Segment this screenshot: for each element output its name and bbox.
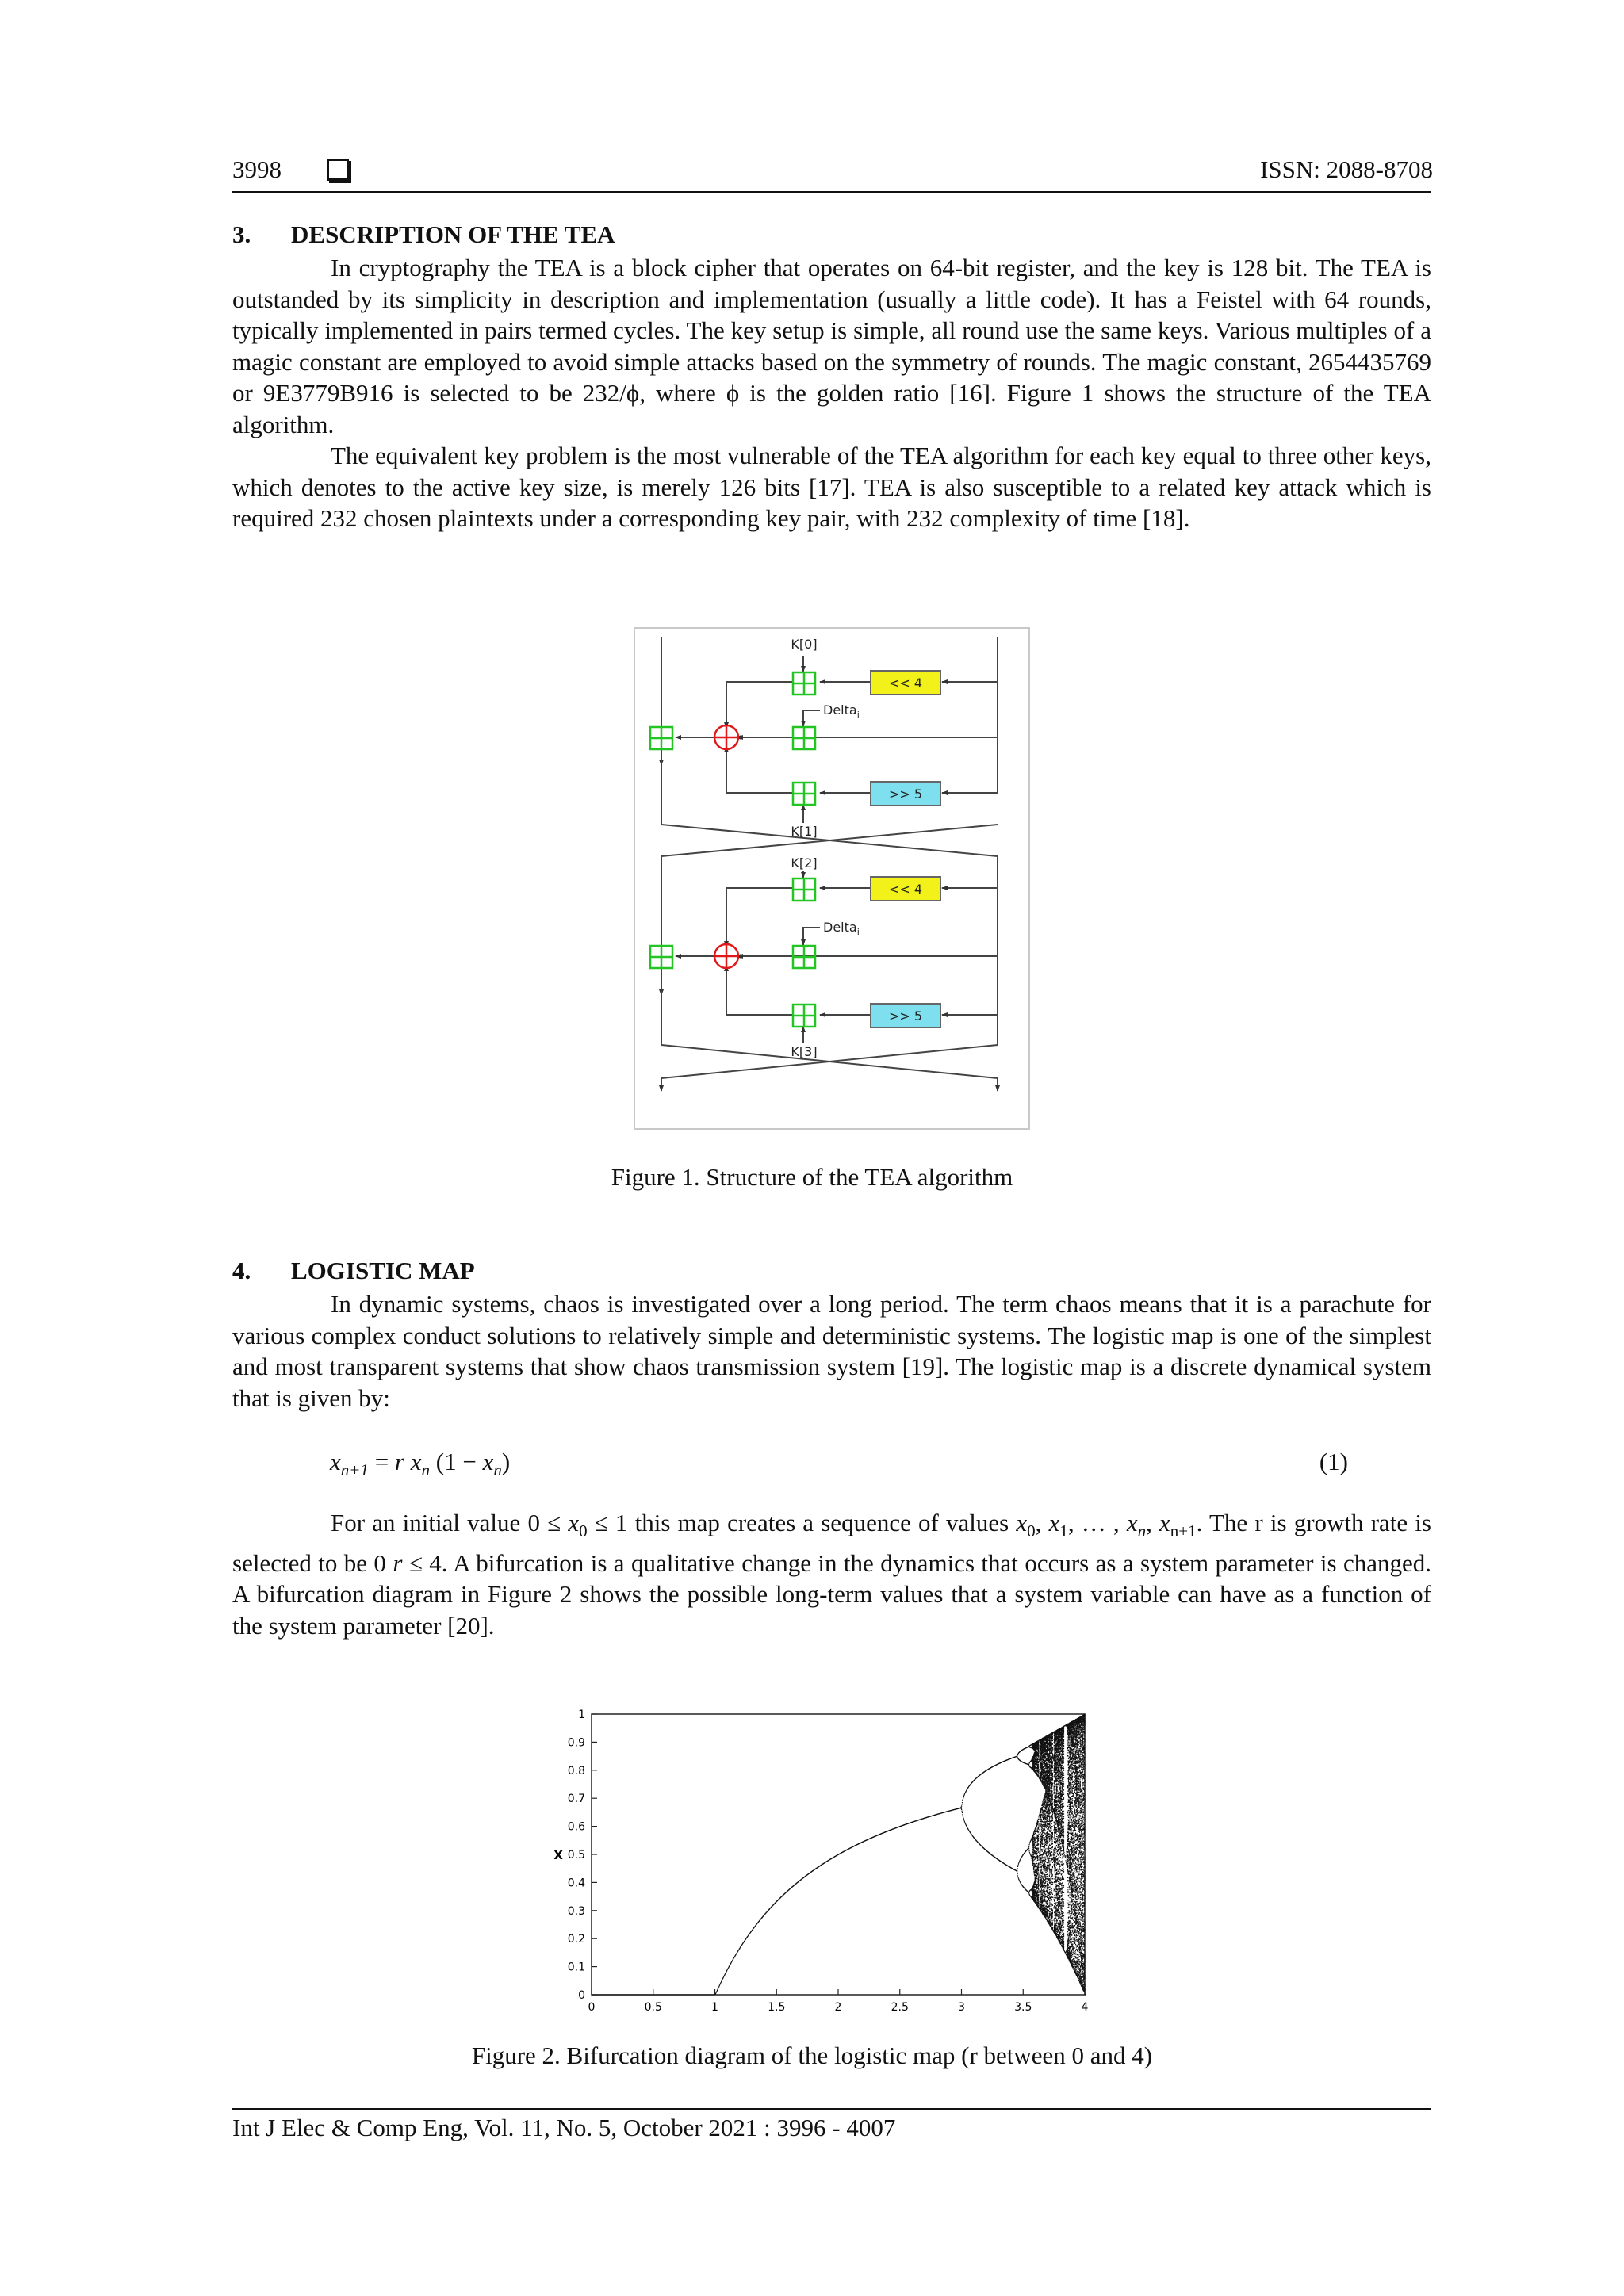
bifurcation-chart	[547, 1705, 1094, 2022]
y-tick-label: 0.2	[567, 1933, 585, 1946]
y-tick-label: 0.8	[567, 1764, 585, 1777]
y-tick-label: 0.5	[567, 1849, 585, 1862]
shift-left-label: << 4	[888, 882, 923, 897]
section-4-paragraph-1	[232, 1288, 1431, 1414]
y-axis-label: X	[553, 1848, 563, 1862]
issn: ISSN: 2088-8708	[1260, 155, 1433, 183]
key-2-label: K[2]	[791, 855, 818, 871]
delta-label: Delta$_i$	[823, 702, 860, 720]
key-0-label: K[0]	[791, 637, 818, 652]
footer-citation: Int J Elec & Comp Eng, Vol. 11, No. 5, October 2021 : 3996 - 4007	[232, 2114, 896, 2141]
figure-2-caption: Figure 2. Bifurcation diagram of the logistic map (r between 0 and 4)	[471, 2042, 1153, 2069]
tea-structure-figure	[633, 626, 1031, 1131]
section-4-number: 4.	[232, 1257, 251, 1284]
section-4-heading	[232, 1257, 475, 1285]
y-tick-label: 0.4	[567, 1877, 585, 1890]
section-3-paragraph-1	[232, 252, 1431, 440]
header-rule	[232, 191, 1431, 193]
section-3-paragraph-2	[232, 440, 1431, 534]
section-3-number: 3.	[232, 220, 251, 248]
y-tick-label: 0.9	[567, 1736, 585, 1750]
delta-label: Delta$_i$	[823, 920, 860, 937]
y-tick-label: 0.3	[567, 1904, 585, 1918]
footer-rule	[232, 2108, 1431, 2110]
x-tick-label: 0	[588, 2001, 596, 2014]
x-tick-label: 1	[711, 2001, 718, 2014]
y-tick-label: 1	[578, 1709, 585, 1721]
y-tick-label: 0.6	[567, 1820, 585, 1834]
page-number: 3998	[232, 155, 282, 183]
y-tick-label: 0.7	[567, 1793, 585, 1806]
section-3-paragraph-2-text: The equivalent key problem is the most vulnerable of the TEA algorithm for each key equal to three other keys, which denotes to the active key size, is merely 126 bits [17]. TEA is also susceptible to a related key attack which is required 232 chosen plaintexts under a corresponding key pair, with 232 complexity of time [18].	[232, 442, 1431, 532]
bifurcation-attractor-points	[592, 1714, 1086, 1995]
y-tick-label: 0	[578, 1989, 585, 2002]
x-tick-label: 0.5	[644, 2001, 662, 2014]
section-4-paragraph-1-text: In dynamic systems, chaos is investigated over a long period. The term chaos means that it is a parachute for various complex conduct solutions to relatively simple and deterministic systems. The logistic map is one of the simplest and most transparent systems that show chaos transmission system [19]. The logistic map is a discrete dynamical system that is given by:	[232, 1290, 1431, 1412]
equation-number: (1)	[1319, 1448, 1348, 1475]
x-tick-label: 3.5	[1014, 2001, 1032, 2014]
x-tick-label: 1.5	[768, 2001, 786, 2014]
x-tick-label: 2.5	[891, 2001, 909, 2014]
shift-right-label: >> 5	[888, 786, 923, 802]
x-tick-label: 4	[1081, 2001, 1089, 2014]
y-tick-label: 0.1	[567, 1961, 585, 1974]
logistic-map-equation: $x_{n+1} = r$ $x_n$ $(1 - x_n)$	[330, 1448, 511, 1480]
shift-left-label: << 4	[888, 675, 923, 691]
section-4-paragraph-2: For an initial value $0 \le x_0 \le 1$ this map creates a sequence of values $x_0$, $x_1$, … , $x_n$, $x_{n+1}$. The r is growth rate is selected to be 0 r ≤ 4. A bifurcation is a qualitative change in the dynamics that occurs as a system parameter is changed. A bifurcation diagram in Figure 2 shows the possible long-term values that a system variable can have as a function of the system parameter [20].	[232, 1509, 1432, 1640]
section-3-title: DESCRIPTION OF THE TEA	[291, 220, 615, 248]
figure-1-caption: Figure 1. Structure of the TEA algorithm	[611, 1163, 1013, 1191]
section-4-title: LOGISTIC MAP	[291, 1257, 475, 1284]
section-3-heading	[232, 220, 615, 249]
section-3-paragraph-1-text: In cryptography the TEA is a block cipher that operates on 64-bit register, and the key is 128 bit. The TEA is outstanded by its simplicity in description and implementation (usually a little code). It has a Feistel with 64 rounds, typically implemented in pairs termed cycles. The key setup is simple, all round use the same keys. Various multiples of a magic constant are employed to avoid simple attacks based on the symmetry of rounds. The magic constant, 2654435769 or 9E3779B916 is selected to be 232/ϕ, where ϕ is the golden ratio [16]. Figure 1 shows the structure of the TEA algorithm.	[232, 254, 1431, 438]
key-3-label: K[3]	[791, 1044, 818, 1059]
header-square-icon	[327, 159, 349, 181]
key-1-label: K[1]	[791, 824, 818, 839]
shift-right-label: >> 5	[888, 1008, 923, 1024]
x-tick-label: 2	[834, 2001, 842, 2014]
x-tick-label: 3	[958, 2001, 965, 2014]
